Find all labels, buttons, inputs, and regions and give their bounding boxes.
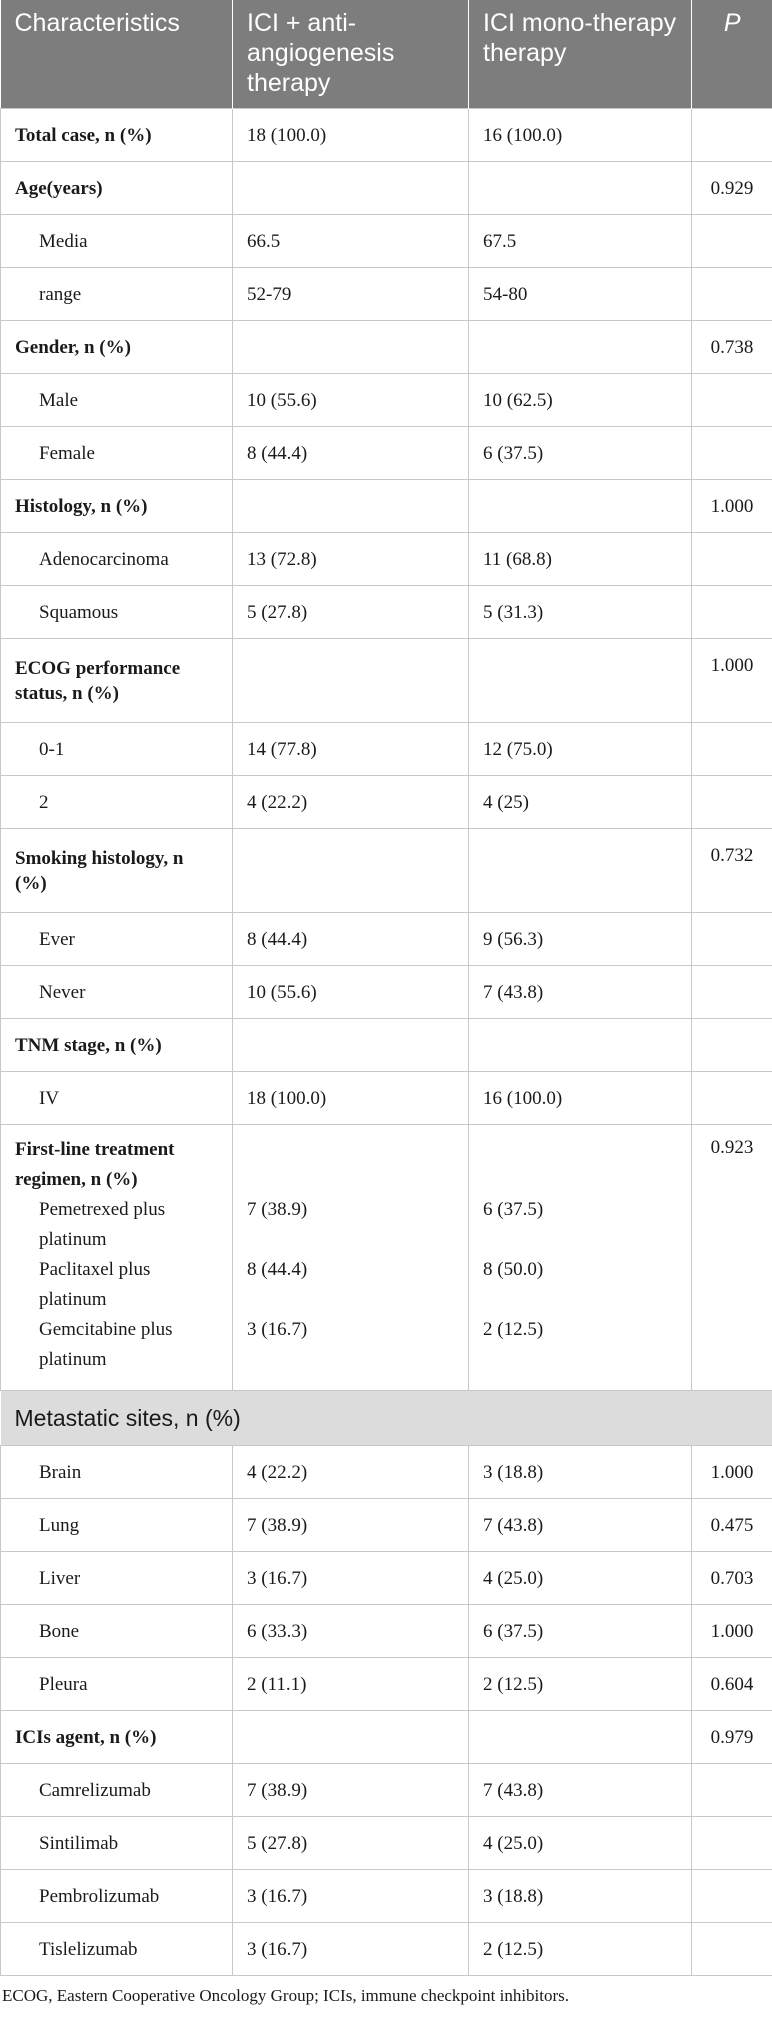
table-row xyxy=(1,1072,772,1125)
cell-monotherapy: 10 (62.5) xyxy=(469,374,692,427)
cell-combination: 5 (27.8) xyxy=(233,1817,469,1870)
cell-p: 1.000 xyxy=(692,1446,772,1499)
cell-monotherapy xyxy=(469,1019,692,1072)
cell-monotherapy xyxy=(469,639,692,723)
table-row xyxy=(1,639,772,723)
cell-combination xyxy=(233,639,469,723)
cell-p xyxy=(692,427,772,480)
cell-p xyxy=(692,1019,772,1072)
cell-p: 1.000 xyxy=(692,480,772,533)
row-label: Pembrolizumab xyxy=(1,1870,233,1923)
cell-combination: 5 (27.8) xyxy=(233,586,469,639)
table-row xyxy=(1,1605,772,1658)
cell-combination: 8 (44.4) xyxy=(233,427,469,480)
row-label: Smoking histology, n (%) xyxy=(1,829,233,913)
table-row xyxy=(1,829,772,913)
table-row xyxy=(1,1446,772,1499)
table-row xyxy=(1,480,772,533)
cell-combination: 4 (22.2) xyxy=(233,776,469,829)
cell-p xyxy=(692,913,772,966)
cell-monotherapy: 2 (12.5) xyxy=(469,1923,692,1976)
section-header-row xyxy=(1,1391,772,1446)
table-row xyxy=(1,268,772,321)
header-row xyxy=(1,0,772,109)
cell-monotherapy: 3 (18.8) xyxy=(469,1446,692,1499)
table-row xyxy=(1,776,772,829)
cell-monotherapy xyxy=(469,321,692,374)
cell-p xyxy=(692,374,772,427)
header-p-value: P xyxy=(692,0,772,109)
cell-p: 0.929 xyxy=(692,162,772,215)
row-label: Adenocarcinoma xyxy=(1,533,233,586)
section-title-metastatic: Metastatic sites, n (%) xyxy=(1,1391,772,1446)
cell-monotherapy: 6 (37.5) xyxy=(483,1199,544,1220)
cell-combination xyxy=(233,1019,469,1072)
cell-combination xyxy=(233,829,469,913)
row-label: 2 xyxy=(1,776,233,829)
cell-monotherapy: 16 (100.0) xyxy=(469,109,692,162)
cell-combination: 8 (44.4) xyxy=(247,1259,308,1280)
row-label: Age(years) xyxy=(1,162,233,215)
cell-monotherapy: 5 (31.3) xyxy=(469,586,692,639)
cell-combination: 66.5 xyxy=(233,215,469,268)
cell-combination: 10 (55.6) xyxy=(233,374,469,427)
table-row xyxy=(1,966,772,1019)
cell-p xyxy=(692,723,772,776)
table-row xyxy=(1,533,772,586)
row-label: Female xyxy=(1,427,233,480)
cell-combination: 4 (22.2) xyxy=(233,1446,469,1499)
table-footnote: ECOG, Eastern Cooperative Oncology Group; ICIs, immune checkpoint inhibitors. xyxy=(2,1986,570,2005)
table-row xyxy=(1,215,772,268)
cell-combination: 14 (77.8) xyxy=(233,723,469,776)
cell-combination xyxy=(233,1711,469,1764)
cell-monotherapy: 4 (25) xyxy=(469,776,692,829)
row-label: Never xyxy=(1,966,233,1019)
table-row xyxy=(1,1817,772,1870)
row-label: Squamous xyxy=(1,586,233,639)
table-row xyxy=(1,586,772,639)
cell-monotherapy: 67.5 xyxy=(469,215,692,268)
cell-monotherapy: 6 (37.5) xyxy=(469,1605,692,1658)
row-label: Histology, n (%) xyxy=(1,480,233,533)
cell-monotherapy xyxy=(469,829,692,913)
cell-monotherapy: 6 (37.5) xyxy=(469,427,692,480)
header-characteristics: Characteristics xyxy=(1,0,233,109)
cell-p xyxy=(692,1870,772,1923)
cell-monotherapy xyxy=(469,480,692,533)
cell-p xyxy=(692,776,772,829)
header-monotherapy: ICI mono-therapy therapy xyxy=(469,0,692,109)
cell-p xyxy=(692,1072,772,1125)
table-row xyxy=(1,427,772,480)
table-row xyxy=(1,1019,772,1072)
cell-p xyxy=(692,1817,772,1870)
row-label: Tislelizumab xyxy=(1,1923,233,1976)
table-row xyxy=(1,1499,772,1552)
table-row xyxy=(1,162,772,215)
cell-combination: 6 (33.3) xyxy=(233,1605,469,1658)
row-label: First-line treatment regimen, n (%) xyxy=(15,1139,175,1190)
table-row xyxy=(1,374,772,427)
row-label: Gender, n (%) xyxy=(1,321,233,374)
cell-p: 0.979 xyxy=(692,1711,772,1764)
row-label: Camrelizumab xyxy=(1,1764,233,1817)
regimen-label-cell xyxy=(1,1125,233,1391)
cell-combination: 52-79 xyxy=(233,268,469,321)
cell-p: 0.738 xyxy=(692,321,772,374)
header-combination: ICI + anti-angiogenesis therapy xyxy=(233,0,469,109)
cell-combination: 7 (38.9) xyxy=(247,1199,308,1220)
row-label: Liver xyxy=(1,1552,233,1605)
cell-p xyxy=(692,1764,772,1817)
cell-p: 0.923 xyxy=(692,1125,772,1391)
row-label: Media xyxy=(1,215,233,268)
cell-combination: 3 (16.7) xyxy=(233,1870,469,1923)
row-label: IV xyxy=(1,1072,233,1125)
cell-combination: 2 (11.1) xyxy=(233,1658,469,1711)
row-label: Bone xyxy=(1,1605,233,1658)
cell-monotherapy: 4 (25.0) xyxy=(469,1817,692,1870)
cell-p xyxy=(692,215,772,268)
cell-p xyxy=(692,586,772,639)
cell-monotherapy: 2 (12.5) xyxy=(483,1319,544,1340)
cell-p: 1.000 xyxy=(692,1605,772,1658)
row-label: range xyxy=(1,268,233,321)
row-label: Brain xyxy=(1,1446,233,1499)
row-label: 0-1 xyxy=(1,723,233,776)
cell-monotherapy: 3 (18.8) xyxy=(469,1870,692,1923)
cell-monotherapy xyxy=(469,162,692,215)
cell-combination xyxy=(233,321,469,374)
row-label: Sintilimab xyxy=(1,1817,233,1870)
cell-combination: 8 (44.4) xyxy=(233,913,469,966)
cell-monotherapy: 7 (43.8) xyxy=(469,966,692,1019)
cell-monotherapy: 7 (43.8) xyxy=(469,1764,692,1817)
table-row xyxy=(1,321,772,374)
row-label: Lung xyxy=(1,1499,233,1552)
cell-p xyxy=(692,533,772,586)
cell-combination: 3 (16.7) xyxy=(247,1319,308,1340)
cell-combination: 7 (38.9) xyxy=(233,1499,469,1552)
regimen-combination-cell xyxy=(233,1125,469,1391)
cell-p: 0.732 xyxy=(692,829,772,913)
cell-combination: 18 (100.0) xyxy=(233,109,469,162)
cell-p: 0.703 xyxy=(692,1552,772,1605)
row-label: Male xyxy=(1,374,233,427)
table-row xyxy=(1,1552,772,1605)
table-row xyxy=(1,1923,772,1976)
cell-monotherapy: 12 (75.0) xyxy=(469,723,692,776)
table-row xyxy=(1,1764,772,1817)
cell-monotherapy: 2 (12.5) xyxy=(469,1658,692,1711)
regimen-monotherapy-cell xyxy=(469,1125,692,1391)
cell-monotherapy: 54-80 xyxy=(469,268,692,321)
regimen-item-label: Paclitaxel plus platinum xyxy=(39,1259,151,1310)
table-row xyxy=(1,723,772,776)
cell-p xyxy=(692,109,772,162)
cell-combination: 10 (55.6) xyxy=(233,966,469,1019)
row-label: ICIs agent, n (%) xyxy=(1,1711,233,1764)
row-label: ECOG performance status, n (%) xyxy=(1,639,233,723)
cell-p xyxy=(692,966,772,1019)
table-row xyxy=(1,109,772,162)
row-label: Ever xyxy=(1,913,233,966)
cell-p: 0.604 xyxy=(692,1658,772,1711)
cell-combination xyxy=(233,480,469,533)
table-row xyxy=(1,913,772,966)
table-row xyxy=(1,1125,772,1391)
cell-p: 0.475 xyxy=(692,1499,772,1552)
cell-monotherapy: 16 (100.0) xyxy=(469,1072,692,1125)
cell-monotherapy: 7 (43.8) xyxy=(469,1499,692,1552)
cell-p xyxy=(692,1923,772,1976)
cell-monotherapy: 9 (56.3) xyxy=(469,913,692,966)
row-label: Pleura xyxy=(1,1658,233,1711)
regimen-item-label: Pemetrexed plus platinum xyxy=(39,1199,166,1250)
regimen-item-label: Gemcitabine plus platinum xyxy=(39,1319,173,1370)
cell-p xyxy=(692,268,772,321)
table-row xyxy=(1,1658,772,1711)
cell-monotherapy: 8 (50.0) xyxy=(483,1259,544,1280)
cell-combination: 18 (100.0) xyxy=(233,1072,469,1125)
cell-combination xyxy=(233,162,469,215)
cell-p: 1.000 xyxy=(692,639,772,723)
table-row xyxy=(1,1870,772,1923)
row-label: TNM stage, n (%) xyxy=(1,1019,233,1072)
cell-monotherapy: 11 (68.8) xyxy=(469,533,692,586)
cell-combination: 3 (16.7) xyxy=(233,1923,469,1976)
table-row xyxy=(1,1711,772,1764)
cell-monotherapy: 4 (25.0) xyxy=(469,1552,692,1605)
row-label: Total case, n (%) xyxy=(1,109,233,162)
cell-combination: 3 (16.7) xyxy=(233,1552,469,1605)
cell-combination: 7 (38.9) xyxy=(233,1764,469,1817)
cell-combination: 13 (72.8) xyxy=(233,533,469,586)
cell-monotherapy xyxy=(469,1711,692,1764)
